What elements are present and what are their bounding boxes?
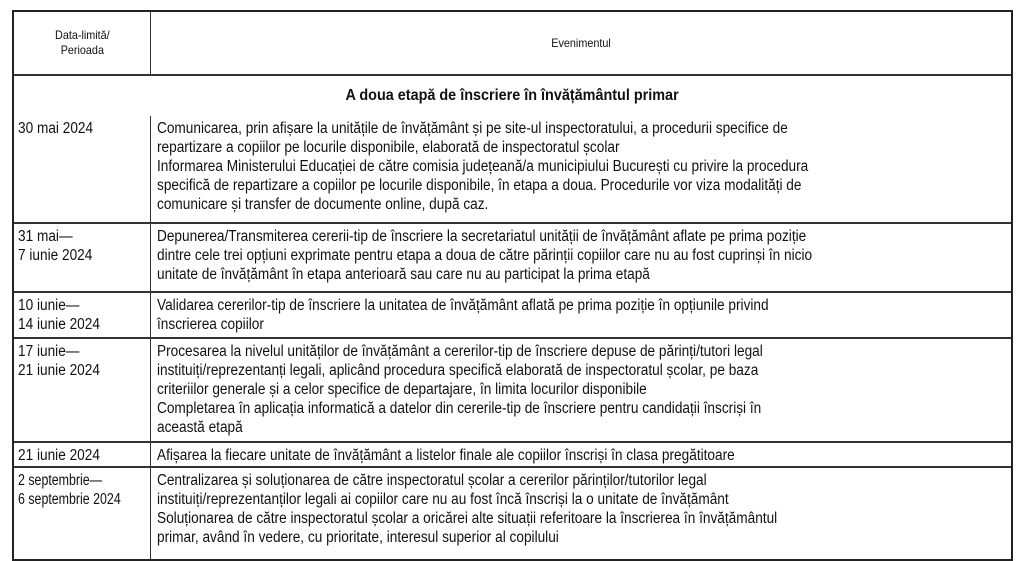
event-cell [151,293,1011,337]
table-row [14,466,1011,559]
date-text: 21 iunie 2024 [18,447,100,464]
date-cell [14,339,151,441]
header-date-line2: Perioada [60,43,104,57]
date-text: 14 iunie 2024 [18,316,100,333]
date-text: 30 mai 2024 [18,120,94,137]
event-text: această etapă [157,419,243,436]
date-text: 31 mai— [18,228,73,245]
event-cell [151,339,1011,441]
date-cell [14,116,151,222]
event-text: repartizare a copiilor pe locurile disponibile, elaborată de inspectoratul școlar [157,139,620,156]
event-text: Depunerea/Transmiterea cererii-tip de înscriere la secretariatul unității de învățământ aflate pe prima poziție [157,228,807,245]
table-row [14,116,1011,222]
event-text: primar, având în vedere, cu prioritate, interesul superior al copilului [157,529,559,546]
date-text: 21 iunie 2024 [18,362,100,379]
date-cell [14,443,151,466]
date-text: 17 iunie— [18,343,80,360]
event-text: Comunicarea, prin afișare la unitățile de învățământ și pe site-ul inspectoratului, a procedurii specifice de [157,120,788,137]
table-row [14,337,1011,441]
event-text: Afișarea la fiecare unitate de învățământ a listelor finale ale copiilor înscriși în clasa pregătitoare [157,447,735,464]
header-date [14,12,151,74]
header-event-label: Evenimentul [551,35,611,50]
event-text: Soluționarea de către inspectoratul școlar a oricărei alte situații referitoare la înscrierea în învățământul [157,510,778,527]
table-row [14,291,1011,337]
header-row [14,12,1011,74]
event-text: Informarea Ministerului Educației de către comisia județeană/a municipiului București cu privire la procedura [157,158,809,175]
event-cell [151,116,1011,222]
event-text: specifică de repartizare a copiilor pe locurile disponibile, în etapa a doua. Procedurile vor viza modalități de [157,177,802,194]
event-cell [151,443,1011,466]
event-text: instituiți/reprezentanți legali, aplicând procedura specifică elaborată de inspectoratul școlar, pe baza [157,362,759,379]
event-text: Procesarea la nivelul unităților de învățământ a cererilor-tip de înscriere depuse de părinți/tutori legal [157,343,763,360]
header-event [151,12,1011,74]
schedule-table [12,10,1013,561]
event-text: dintre cele trei opțiuni exprimate pentru etapa a doua de către părinții copiilor care nu au fost cuprinși în nicio [157,247,813,264]
event-text: criteriilor generale și a celor specifice de departajare, în limita locurilor disponibile [157,381,647,398]
event-text: instituiți/reprezentanților legali ai copiilor care nu au fost încă înscriși la o unitate de învățământ [157,491,729,508]
date-text: 6 septembrie 2024 [18,491,121,508]
event-cell [151,224,1011,291]
table-row [14,441,1011,466]
date-cell [14,293,151,337]
date-cell [14,468,151,559]
event-text: Completarea în aplicația informatică a datelor din cererile-tip de înscriere pentru candidații înscriși în [157,400,762,417]
table-row [14,222,1011,291]
section-title-text: A doua etapă de înscriere în învățământul primar [345,87,680,104]
event-text: Validarea cererilor-tip de înscriere la unitatea de învățământ aflată pe prima poziție în opțiunile privind [157,297,769,314]
event-text: înscrierea copiilor [157,316,264,333]
header-date-line1: Data-limită/ [54,28,110,42]
date-cell [14,224,151,291]
date-text: 7 iunie 2024 [18,247,93,264]
date-text: 10 iunie— [18,297,80,314]
event-cell [151,468,1011,559]
event-text: unitate de învățământ în etapa anterioară sau care nu au participat la prima etapă [157,266,650,283]
section-title [14,74,1011,116]
event-text: comunicare și transfer de documente online, după caz. [157,196,489,213]
date-text: 2 septembrie— [18,472,103,489]
event-text: Centralizarea și soluționarea de către inspectoratul școlar a cererilor părinților/tutorilor legal [157,472,707,489]
